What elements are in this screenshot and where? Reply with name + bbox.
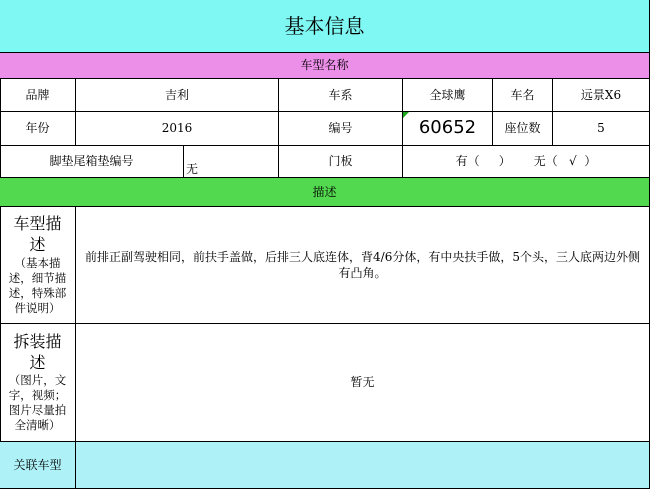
description-section-header: 描述	[0, 178, 650, 207]
install-description-hint: （图片，文 字，视频； 图片尽量拍 全清晰）	[8, 373, 67, 433]
install-description-text[interactable]: 暂无	[76, 324, 650, 442]
car-name-value[interactable]: 远景X6	[553, 79, 650, 112]
cell-comment-marker	[403, 112, 409, 118]
seats-label: 座位数	[493, 112, 553, 146]
install-description-title: 拆装描 述	[13, 331, 62, 372]
car-name-section-header: 车型名称	[0, 53, 650, 79]
car-description-label	[0, 207, 76, 324]
series-label: 车系	[279, 79, 403, 112]
year-value[interactable]: 2016	[76, 112, 279, 146]
seats-value[interactable]: 5	[553, 112, 650, 146]
car-name-label: 车名	[493, 79, 553, 112]
door-panel-value[interactable]: 有（ ） 无（ √ ）	[403, 146, 650, 178]
code-label: 编号	[279, 112, 403, 146]
car-description-hint: （基本描 述，细节描 述，特殊部 件说明）	[8, 255, 67, 315]
related-models-value[interactable]	[76, 442, 650, 489]
series-value[interactable]: 全球鹰	[403, 79, 493, 112]
brand-value[interactable]: 吉利	[76, 79, 279, 112]
year-label: 年份	[0, 112, 76, 146]
brand-label: 品牌	[0, 79, 76, 112]
car-description-title: 车型描 述	[13, 214, 62, 255]
code-value[interactable]: 60652	[403, 112, 493, 146]
sheet-title: 基本信息	[0, 0, 650, 53]
mat-code-value[interactable]: 无	[184, 146, 279, 178]
door-panel-label: 门板	[279, 146, 403, 178]
install-description-label	[0, 324, 76, 442]
mat-code-label: 脚垫尾箱垫编号	[0, 146, 184, 178]
related-models-label: 关联车型	[0, 442, 76, 489]
car-description-text[interactable]: 前排正副驾驶相同，前扶手盖做，后排三人底连体，背4/6分体，有中央扶手做，5个头，三人底两边外侧有凸角。	[76, 207, 650, 324]
